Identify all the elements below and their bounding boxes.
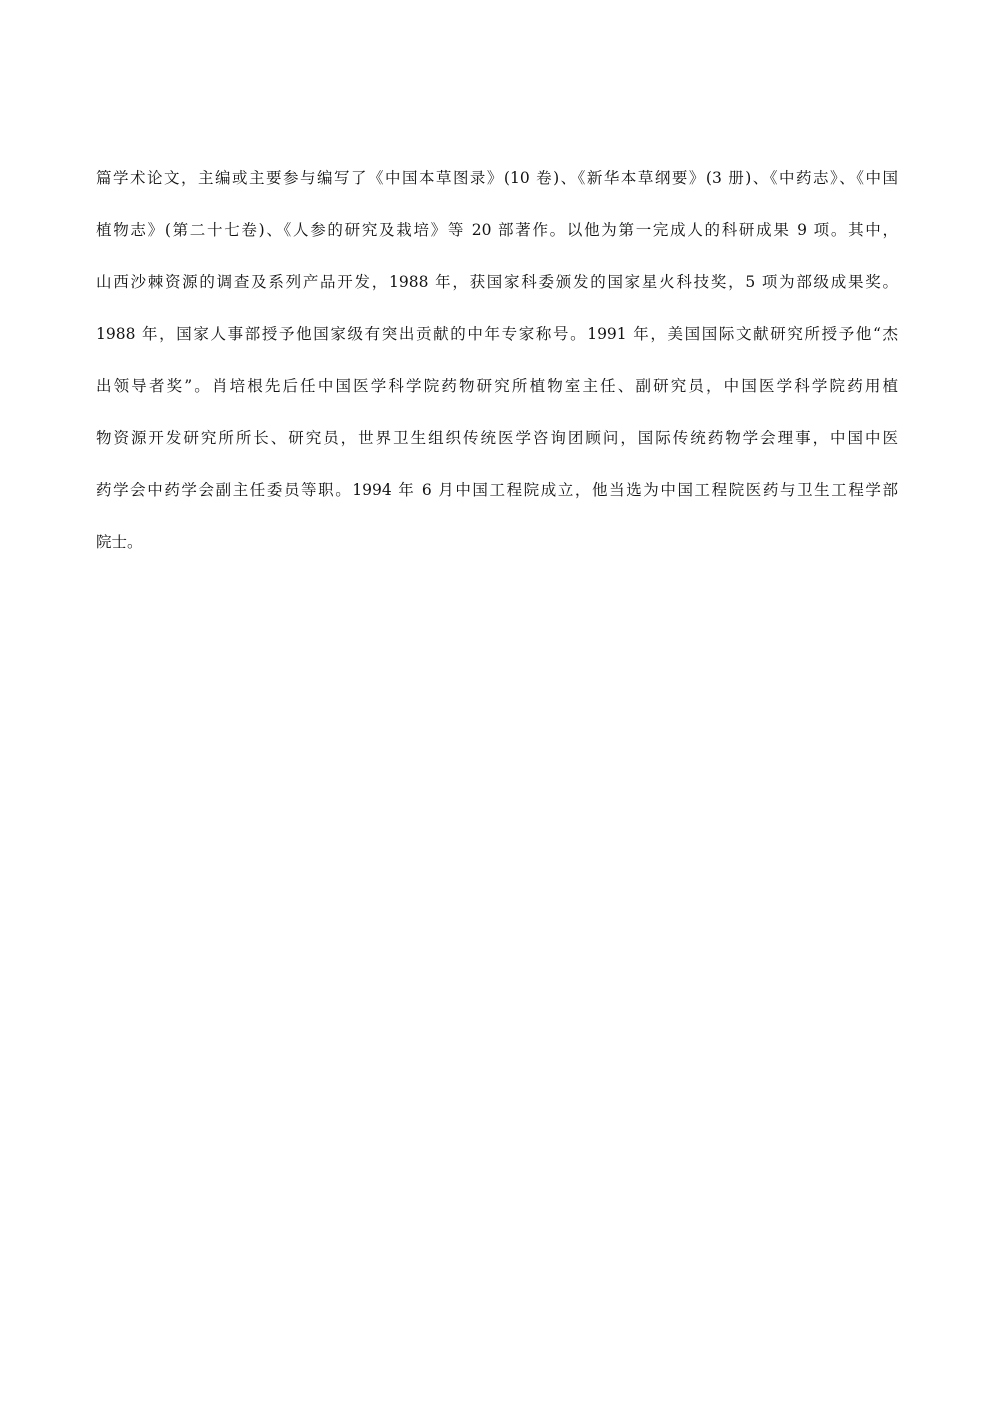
- paragraph-line: 出领导者奖”。肖培根先后任中国医学科学院药物研究所植物室主任、副研究员，中国医学科学院药用植: [96, 377, 898, 395]
- paragraph-line: 篇学术论文，主编或主要参与编写了《中国本草图录》(10 卷)、《新华本草纲要》(3 册)、《中药志》、《中国: [96, 169, 898, 187]
- paragraph-line: 植物志》(第二十七卷)、《人参的研究及栽培》等 20 部著作。以他为第一完成人的科研成果 9 项。其中，: [96, 221, 898, 239]
- paragraph-line: 院士。: [96, 533, 143, 551]
- body-paragraph: [96, 160, 898, 576]
- paragraph-line: 1988 年，国家人事部授予他国家级有突出贡献的中年专家称号。1991 年，美国国际文献研究所授予他“杰: [96, 325, 898, 343]
- paragraph-line: 山西沙棘资源的调查及系列产品开发，1988 年，获国家科委颁发的国家星火科技奖，5 项为部级成果奖。: [96, 273, 898, 291]
- paragraph-line: 药学会中药学会副主任委员等职。1994 年 6 月中国工程院成立，他当选为中国工程院医药与卫生工程学部: [96, 481, 898, 499]
- paragraph-line: 物资源开发研究所所长、研究员，世界卫生组织传统医学咨询团顾问，国际传统药物学会理事，中国中医: [96, 429, 898, 447]
